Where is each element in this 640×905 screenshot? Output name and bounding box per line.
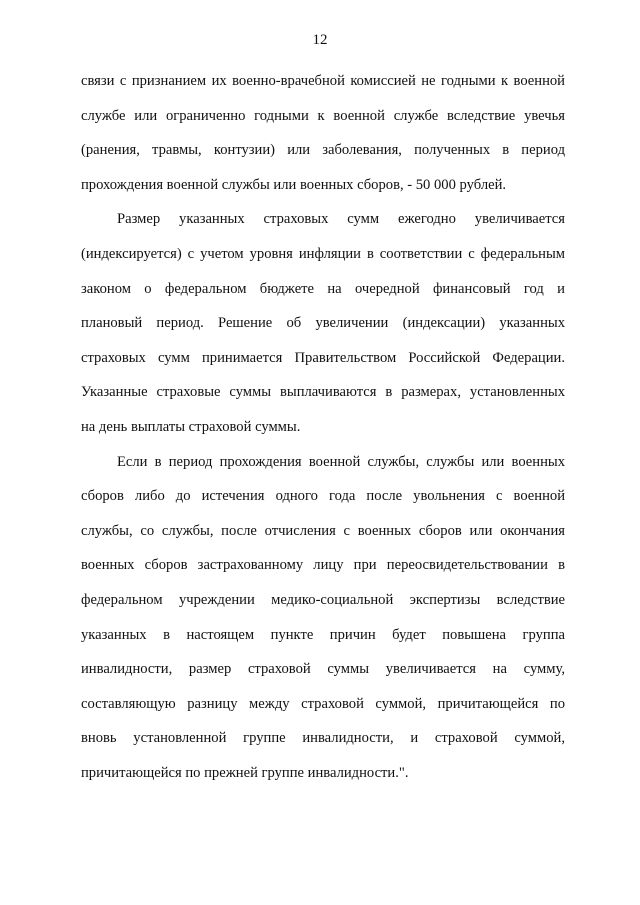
text-line: службе или ограниченно годными к военной службе вследствие увечья (81, 107, 565, 124)
paragraph-3 (81, 445, 565, 791)
paragraph-1 (81, 64, 565, 202)
text-line: военных сборов застрахованному лицу при переосвидетельствовании в (81, 557, 565, 574)
text-line: составляющую разницу между страховой суммой, причитающейся по (81, 695, 565, 712)
text-line: связи с признанием их военно-врачебной комиссией не годными к военной (81, 73, 565, 89)
paragraph-2 (81, 202, 565, 444)
text-line: причитающейся по прежней группе инвалидности.". (81, 764, 409, 781)
text-line: федеральном учреждении медико-социальной экспертизы вследствие (81, 591, 565, 608)
text-line: страховых сумм принимается Правительством Российской Федерации. (81, 349, 565, 366)
text-line: на день выплаты страховой суммы. (81, 418, 301, 435)
text-line: сборов либо до истечения одного года после увольнения с военной (81, 488, 565, 505)
text-line: инвалидности, размер страховой суммы увеличивается на сумму, (81, 661, 565, 678)
text-line: (индексируется) с учетом уровня инфляции в соответствии с федеральным (81, 245, 565, 262)
text-line: плановый период. Решение об увеличении (индексации) указанных (81, 315, 565, 332)
text-line: вновь установленной группе инвалидности, и страховой суммой, (81, 730, 565, 747)
text-line: Размер указанных страховых сумм ежегодно увеличивается (117, 211, 565, 228)
page-number: 12 (312, 32, 328, 48)
text-line: законом о федеральном бюджете на очередной финансовый год и (81, 280, 565, 297)
document-body (81, 64, 565, 790)
text-line: указанных в настоящем пункте причин будет повышена группа (81, 626, 565, 643)
text-line: прохождения военной службы или военных сборов, - 50 000 рублей. (81, 176, 507, 193)
text-line: службы, со службы, после отчисления с военных сборов или окончания (81, 522, 565, 539)
text-line: Указанные страховые суммы выплачиваются в размерах, установленных (81, 384, 565, 401)
text-line: (ранения, травмы, контузии) или заболевания, полученных в период (81, 142, 565, 159)
text-line: Если в период прохождения военной службы, службы или военных (117, 453, 565, 470)
